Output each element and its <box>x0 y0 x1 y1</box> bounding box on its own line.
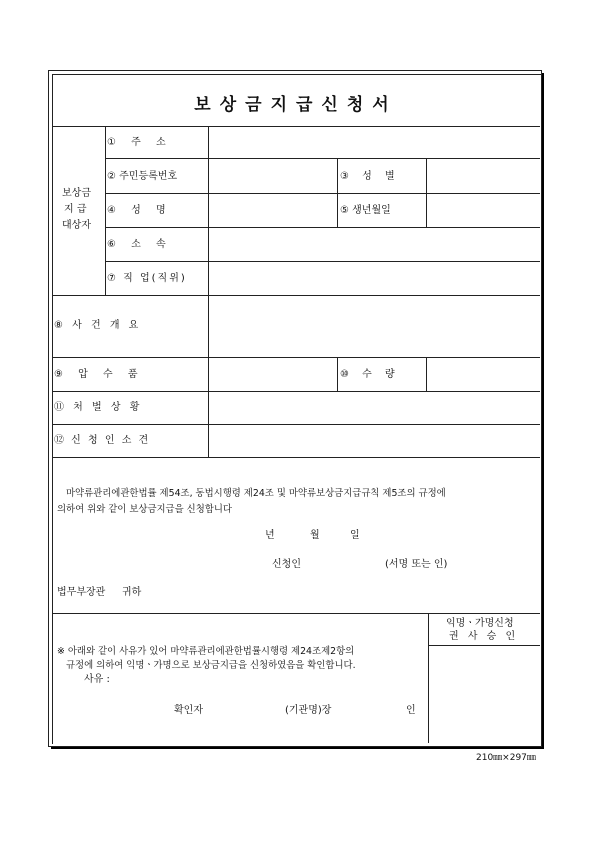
quantity-label: ⑩ 수 량 <box>340 369 400 380</box>
anonymous-box-title-1: 익명ㆍ가명신청 <box>446 618 514 629</box>
anonymous-note-line-2: 규정에 의하여 익명ㆍ가명으로 보상금지급을 신청하였음을 확인합니다. <box>66 660 356 671</box>
statement-line-2: 의하여 위와 같이 보상금지급을 신청합니다 <box>57 504 232 515</box>
reason-label: 사유 : <box>84 674 110 685</box>
statement-line-1: 마약류관리에관한법률 제54조, 동법시행령 제24조 및 마약류보상금지급규칙 제5조의 규정에 <box>66 488 446 499</box>
date-day: 일 <box>350 530 360 541</box>
applicant-opinion-label: ⑫ 신 청 인 소 견 <box>54 435 151 446</box>
applicant-label: 신청인 <box>272 559 301 570</box>
birth-date-label: ⑤ 생년월일 <box>340 205 391 216</box>
seal-label: 인 <box>406 705 416 716</box>
anonymous-box-title-2: 권 사 승 인 <box>449 631 519 642</box>
date-month: 월 <box>310 530 320 541</box>
job-label: ⑦ 직 업(직위) <box>107 273 187 284</box>
addressee-suffix: 귀하 <box>122 587 142 598</box>
target-group-label-2: 지 급 <box>64 204 87 215</box>
seized-item-label: ⑨ 압 수 품 <box>54 369 144 380</box>
agency-label: (기관명)장 <box>285 705 332 716</box>
affiliation-label: ⑥ 소 속 <box>107 239 172 250</box>
date-year: 년 <box>265 530 275 541</box>
paper-size: 210㎜×297㎜ <box>476 753 536 763</box>
addressee: 법무부장관 <box>57 587 106 598</box>
case-summary-label: ⑧ 사 건 개 요 <box>54 320 142 331</box>
target-group-label-3: 대상자 <box>62 220 91 231</box>
gender-label: ③ 성 별 <box>340 171 400 182</box>
anonymous-note-line-1: ※ 아래와 같이 사유가 있어 마약류관리에관한법률시행령 제24조제2항의 <box>57 646 355 657</box>
form-title: 보상금지급신청서 <box>194 95 398 115</box>
resident-number-label: ② 주민등록번호 <box>107 171 178 182</box>
target-group-label-1: 보상금 <box>62 188 91 199</box>
confirmer-label: 확인자 <box>174 705 203 716</box>
name-label: ④ 성 명 <box>107 205 172 216</box>
disposition-label: ⑪ 처 벌 상 황 <box>54 402 143 413</box>
signature-hint: (서명 또는 인) <box>385 559 448 570</box>
address-label: ① 주 소 <box>107 137 172 148</box>
